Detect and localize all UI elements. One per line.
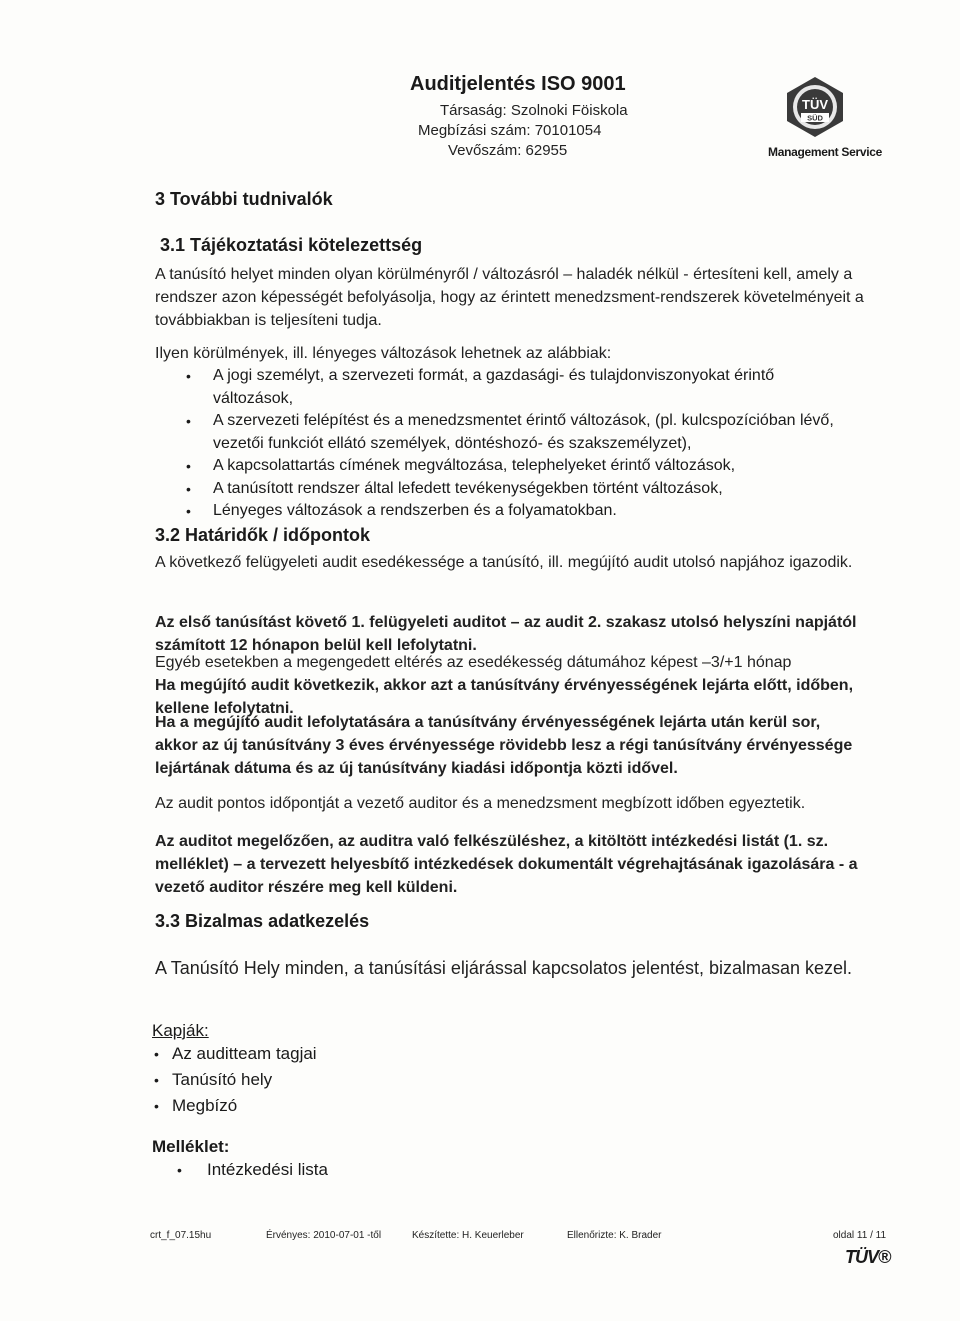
recipients-list	[152, 1041, 452, 1119]
section-3-3-heading: 3.3 Bizalmas adatkezelés	[155, 911, 370, 931]
report-title: Auditjelentés ISO 9001	[410, 73, 626, 95]
section-3-3-p1: A Tanúsító Hely minden, a tanúsítási eljárással kapcsolatos jelentést, bizalmasan kezel.	[155, 958, 853, 978]
section-3-2-action-list-rule: Az auditot megelőzően, az auditra való felkészüléshez, a kitöltött intézkedési listát (1. sz. melléklet) – a tervezett helyesbítő intézkedések dokumentált végrehajtásának igazolására - a vezető auditor részére meg kell küldeni.	[155, 833, 858, 896]
list-item: • A szervezeti felépítést és a menedzsmentet érintő változások, (pl. kulcspozícióban lévő, vezetői funkciót ellátó személyek, döntéshozó- és szakszemélyzet),	[180, 410, 845, 455]
list-item: • Megbízó	[152, 1093, 452, 1119]
logo-text: TÜV	[802, 97, 828, 112]
list-item: • A tanúsított rendszer által lefedett tevékenységekben történt változások,	[180, 478, 845, 501]
section-3-2-scheduling: Az audit pontos időpontját a vezető auditor és a menedzsment megbízott időben egyeztetik.	[155, 795, 806, 812]
footer-tuv-logo: TÜV®	[845, 1247, 891, 1267]
customer-number-line: Vevőszám: 62955	[448, 142, 568, 159]
change-list	[180, 365, 845, 523]
section-3-2-first-audit-rule: Az első tanúsítást követő 1. felügyeleti auditot – az audit 2. szakasz utolsó helyszíni napjától számított 12 hónapon belül kell lefolytatni.	[155, 614, 857, 654]
attachment-label: Melléklet:	[152, 1137, 230, 1156]
section-3-2-renewal-rule: Ha megújító audit következik, akkor azt a tanúsítvány érvényességének lejárta előtt, időben, kellene lefolytatni.	[155, 677, 854, 717]
section-3-2-p1: A következő felügyeleti audit esedékessége a tanúsító, ill. megújító audit utolsó napjához igazodik.	[155, 554, 853, 571]
management-service-caption: Management Service	[768, 145, 882, 159]
list-item: • Az auditteam tagjai	[152, 1041, 452, 1067]
section-3-2-deviation-text: Egyéb esetekben a megengedett eltérés az esedékesség dátumához képest –3/+1 hónap	[155, 654, 792, 671]
section-3-heading: 3 További tudnivalók	[155, 189, 333, 209]
section-3-1-lead: Ilyen körülmények, ill. lényeges változások lehetnek az alábbiak:	[155, 345, 612, 362]
section-3-2-heading: 3.2 Határidők / időpontok	[155, 525, 371, 545]
footer-valid-from: Érvényes: 2010-07-01 -től	[266, 1230, 382, 1241]
section-3-1-heading: 3.1 Tájékoztatási kötelezettség	[160, 235, 423, 255]
order-number-line: Megbízási szám: 70101054	[418, 122, 602, 139]
list-item: • A kapcsolattartás címének megváltozása, telephelyeket érintő változások,	[180, 455, 845, 478]
footer-page-number: oldal 11 / 11	[833, 1230, 887, 1241]
section-3-1-intro: A tanúsító helyet minden olyan körülményről / változásról – haladék nélkül - értesíteni kell, amely a rendszer azon képességét befolyásolja, hogy az érintett menedzsment-rendszerek követelményeit a továbbiakban is teljesíteni tudja.	[155, 266, 864, 329]
footer-prepared-by: Készítette: H. Keuerleber	[412, 1230, 524, 1241]
footer-doc-code: crt_f_07.15hu	[150, 1230, 212, 1241]
list-item: • Tanúsító hely	[152, 1067, 452, 1093]
section-3-2-late-renewal-rule: Ha a megújító audit lefolytatására a tanúsítvány érvényességének lejárta után kerül sor, akkor az új tanúsítvány 3 éves érvényessége rövidebb lesz a régi tanúsítvány érvényessége lejártának dátuma és az új tanúsítvány kiadási időpontja közti idővel.	[155, 714, 853, 777]
list-item: • Lényeges változások a rendszerben és a folyamatokban.	[180, 500, 845, 523]
logo-subtext: SÜD	[807, 113, 823, 123]
company-line: Társaság: Szolnoki Föiskola	[440, 102, 628, 119]
attachment-list	[175, 1157, 475, 1183]
footer-checked-by: Ellenőrizte: K. Brader	[567, 1230, 662, 1241]
recipients-label: Kapják:	[152, 1021, 209, 1040]
tuv-sud-logo	[783, 75, 847, 139]
list-item: • Intézkedési lista	[175, 1157, 475, 1183]
list-item: • A jogi személyt, a szervezeti formát, a gazdasági- és tulajdonviszonyokat érintő változások,	[180, 365, 845, 410]
